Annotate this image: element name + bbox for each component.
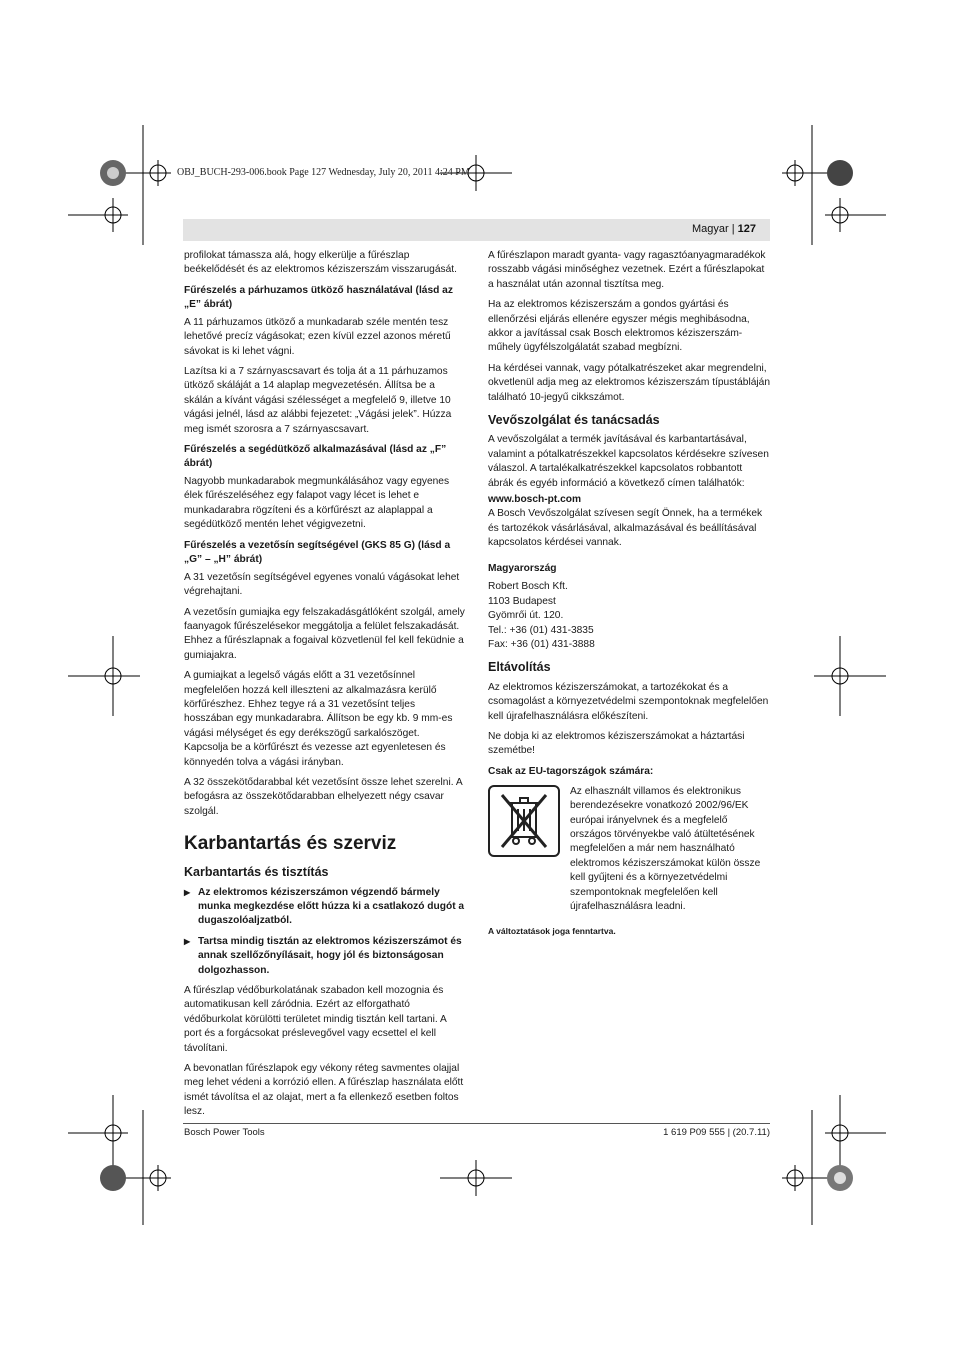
paragraph: Ha kérdései vannak, vagy pótalkatrészeket akar megrendelni, okvetlenül adja meg az elektromos kéziszerszám típustábláján található 10-jegyű cikkszámot.	[488, 362, 770, 403]
paragraph: A gumiajkat a legelső vágás előtt a 31 vezetősínnel megfelelően hozzá kell illeszteni az alkalmazásra kerülő körfűrészhez. Ehhez tegye rá a 31 vezetősínt teljes hosszában egy munkadarabra. Állítson be egy kb. 9 mm-es vágási mélységet és egy derékszögű sarkalószöget. Kapcsolja be a körfűrészt és vezesse azt egyenletesen és könnyedén tolva a vágási irányban.	[184, 670, 453, 768]
eu-heading: Csak az EU-tagországok számára:	[488, 765, 654, 777]
paragraph: Ha az elektromos kéziszerszám a gondos gyártási és ellenőrzési eljárás ellenére egyszer mégis meghibásodna, akkor a javítással csak Bosch elektromos kéziszerszám-műhely ügyfélszolgálatát szabad megbízni.	[488, 299, 750, 354]
subsection-heading: Vevőszolgálat és tanácsadás	[488, 413, 660, 428]
paragraph: A fűrészlapon maradt gyanta- vagy ragasztóanyagmaradékok rosszabb vágási minőséghez vezetnek. Ezért a fűrészlapokat a használat után azonnal tisztítsa meg.	[488, 250, 766, 290]
footer-divider	[183, 1123, 770, 1124]
paragraph: A bevonatlan fűrészlapok egy vékony réteg savmentes olajjal meg lehet védeni a korrózió ellen. A fűrészlap használata előtt ismét távolítsa el az olajat, mert a fa ellenkező esetben foltos lesz.	[184, 1063, 464, 1118]
print-info-line: OBJ_BUCH-293-006.book Page 127 Wednesday, July 20, 2011 4:24 PM	[177, 167, 470, 178]
address-line: Gyömrői út. 120.	[488, 610, 564, 622]
paragraph: A 11 párhuzamos ütköző a munkadarab széle mentén tesz lehetővé precíz vágásokat; ezen kívül ezzel azonos méretű sávokat is ki lehet vágni.	[184, 316, 451, 357]
chapter-title: Karbantartás és szerviz	[184, 833, 397, 855]
paragraph: Ne dobja ki az elektromos kéziszerszámokat a háztartási szemétbe!	[488, 730, 745, 757]
paragraph: A Bosch Vevőszolgálat szívesen segít Önnek, ha a termékek és tartozékok vásárlásával, alkalmazásával és beállításával kapcsolatos kérdései vannak.	[488, 508, 763, 548]
section-heading: Fűrészelés a párhuzamos ütköző használatával (lásd az „E” ábrát)	[184, 284, 453, 310]
paragraph: A 32 összekötődarabbal két vezetősínt össze lehet szerelni. A befogásra az összekötődarabban elhelyezett négy csavar szolgál.	[184, 776, 463, 817]
paragraph: A 31 vezetősín segítségével egyenes vonalú vágásokat lehet végrehajtani.	[184, 571, 460, 598]
subsection-heading: Eltávolítás	[488, 660, 551, 675]
paragraph: A vevőszolgálat a termék javításával és karbantartásával, valamint a pótalkatrészekkel kapcsolatos kérdésekre szívesen válaszol. A tartalékalkatrészekkel kapcsolatos robbantott ábrák és egyéb információ a következő címen találhatók:	[488, 434, 769, 489]
paragraph: profilokat támassza alá, hogy elkerülje a fűrészlap beékelődését és az elektromos kéziszerszám visszarugását.	[184, 250, 457, 276]
rights-note: A változtatások joga fenntartva.	[488, 926, 616, 937]
paragraph: Nagyobb munkadarabok megmunkálásához vagy egyenes élek fűrészeléséhez egy falapot vagy lécet is lehet e munkadarabra rögzíteni és a körfűrészt az alaplappal a segédütköző mentén lehet végigvezetni.	[184, 476, 450, 531]
footer-brand: Bosch Power Tools	[184, 1127, 265, 1138]
footer-doc-number: 1 619 P09 555 | (20.7.11)	[663, 1127, 770, 1138]
address-line: 1103 Budapest	[488, 595, 556, 607]
header-text	[692, 223, 756, 235]
bullet-item: ▶ Az elektromos kéziszerszámon végzendő bármely munka megkezdése előtt húzza ki a csatlakozó dugót a dugaszolóaljzatból.	[184, 886, 466, 929]
address-block	[488, 580, 770, 652]
header-separator: |	[731, 223, 735, 235]
header-language: Magyar	[691, 223, 729, 235]
website-link[interactable]: www.bosch-pt.com	[488, 494, 582, 506]
section-heading: Fűrészelés a vezetősín segítségével (GKS 85 G) (lásd a „G” – „H” ábrát)	[184, 539, 451, 565]
weee-paragraph: Az elhasznált villamos és elektronikus berendezésekre vonatkozó 2002/96/EK európai irányelvnek és a megfelelő országos törvényekbe való átültetésének megfelelően a már nem használható elektromos kéziszerszámokat külön össze kell gyűjteni és a környezetvédelmi szempontoknak megfelelően kell újrafelhasználásra leadni.	[570, 785, 761, 913]
paragraph: Lazítsa ki a 7 szárnyascsavart és tolja át a 11 párhuzamos ütköző skáláját a 14 alaplap megvezetésén. Állítsa be a skálán a kívánt vágási szélességet a megfelelő 9, illetve 10 vágási jelnél, lásd az alábbi fejezetet: „Vágási jelek”. Húzza meg ismét szorosra a 7 szárnyascsavart.	[184, 366, 452, 435]
fax-line: Fax: +36 (01) 431-3888	[488, 638, 595, 650]
paragraph: A fűrészlap védőburkolatának szabadon kell mozognia és automatikusan kell záródnia. Ezért az elforgatható védőburkolat körülötti területet mindig tisztán kell tartani. A port és a forgácsokat préslevegővel vagy ecsettel el kell távolítani.	[184, 985, 447, 1054]
address-line: Robert Bosch Kft.	[488, 581, 568, 593]
paragraph: Az elektromos kéziszerszámokat, a tartozékokat és a csomagolást a környezetvédelmi szempontoknak megfelelően kell újrafelhasználásra előkészíteni.	[488, 681, 769, 722]
phone-line: Tel.: +36 (01) 431-3835	[488, 624, 594, 636]
subsection-heading: Karbantartás és tisztítás	[184, 865, 329, 880]
right-column	[488, 249, 770, 939]
country-heading: Magyarország	[488, 563, 557, 575]
weee-block	[488, 785, 770, 915]
page-header	[183, 219, 770, 241]
page-number: 127	[737, 223, 756, 235]
paragraph: A vezetősín gumiajka egy felszakadásgátlóként szolgál, amely faanyagok fűrészelésekor meggátolja a felület felszakadását. Ehhez a fűrészlapnak a fogaival közvetlenül fel kell feküdnie a gumiajakra.	[184, 606, 465, 661]
bullet-item: ▶ Tartsa mindig tisztán az elektromos kéziszerszámot és annak szellőzőnyílásait, hogy jól és biztonságosan dolgozhasson.	[184, 935, 466, 978]
crossed-out-wheelie-bin-icon	[488, 785, 560, 857]
section-heading: Fűrészelés a segédütköző alkalmazásával (lásd az „F” ábrát)	[184, 444, 447, 470]
left-column	[184, 249, 466, 1126]
